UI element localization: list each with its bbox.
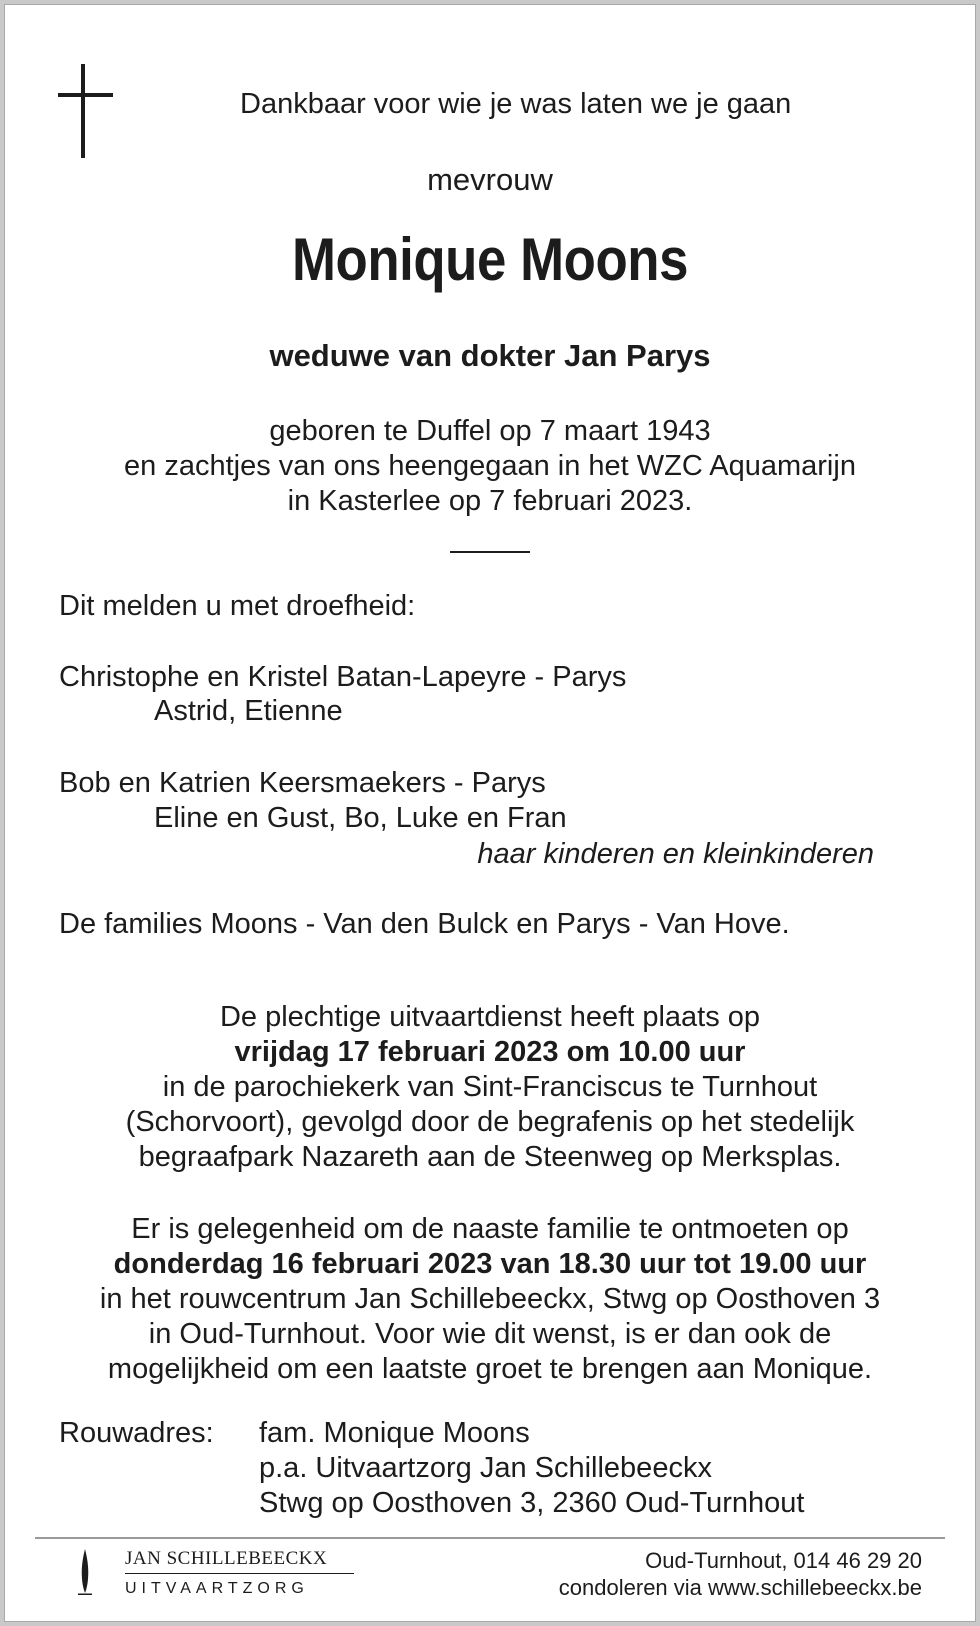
death-place-line: in Kasterlee op 7 februari 2023. [287, 485, 693, 517]
cross-icon-bar [58, 93, 113, 97]
family-group-1-parents: Christophe en Kristel Batan-Lapeyre - Parys [59, 661, 627, 693]
divider [450, 551, 530, 553]
footer-divider [35, 1537, 945, 1539]
meeting-location: in het rouwcentrum Jan Schillebeeckx, Stwg op Oosthoven 3 [99, 1283, 881, 1315]
funeral-cemetery: begraafpark Nazareth aan de Steenweg op Merksplas. [138, 1141, 842, 1173]
address-label: Rouwadres: [59, 1417, 214, 1449]
condolence-website: condoleren via www.schillebeeckx.be [558, 1575, 922, 1600]
funeral-home-phone: Oud-Turnhout, 014 46 29 20 [645, 1548, 922, 1573]
meeting-town: in Oud-Turnhout. Voor wie dit wenst, is er dan ook de [148, 1318, 832, 1350]
logo-divider [125, 1573, 354, 1574]
meeting-date: donderdag 16 februari 2023 van 18.30 uur tot 19.00 uur [113, 1248, 867, 1280]
motto: Dankbaar voor wie je was laten we je gaan [240, 88, 792, 120]
deceased-name: Monique Moons [291, 226, 689, 293]
mourning-address [259, 1416, 804, 1521]
funeral-date: vrijdag 17 februari 2023 om 10.00 uur [234, 1036, 746, 1068]
funeral-location: in de parochiekerk van Sint-Franciscus te Turnhout [162, 1071, 818, 1103]
family-meeting [0, 1212, 980, 1387]
birth-line: geboren te Duffel op 7 maart 1943 [269, 415, 711, 447]
funeral-service [0, 1000, 980, 1175]
family-group-2-parents: Bob en Katrien Keersmaekers - Parys [59, 767, 546, 799]
address-line-3: Stwg op Oosthoven 3, 2360 Oud-Turnhout [259, 1487, 805, 1519]
family-group-1-children: Astrid, Etienne [154, 695, 343, 727]
funeral-intro: De plechtige uitvaartdienst heeft plaats op [219, 1001, 761, 1033]
funeral-burial: (Schorvoort), gevolgd door de begrafenis op het stedelijk [125, 1106, 855, 1138]
meeting-intro: Er is gelegenheid om de naaste familie te ontmoeten op [131, 1213, 849, 1245]
death-line: en zachtjes van ons heengegaan in het WZC Aquamarijn [124, 450, 856, 482]
address-line-1: fam. Monique Moons [259, 1417, 530, 1449]
extended-families: De families Moons - Van den Bulck en Parys - Van Hove. [59, 908, 790, 940]
widow-of: weduwe van dokter Jan Parys [269, 338, 711, 373]
meeting-farewell: mogelijkheid om een laatste groet te brengen aan Monique. [107, 1353, 873, 1385]
family-relation: haar kinderen en kleinkinderen [477, 838, 874, 870]
salutation: mevrouw [427, 162, 553, 197]
family-intro: Dit melden u met droefheid: [59, 590, 416, 622]
family-group-2-children: Eline en Gust, Bo, Luke en Fran [154, 802, 567, 834]
funeral-home-logo-subtitle: UITVAARTZORG [125, 1580, 309, 1597]
birth-death-info [0, 414, 980, 519]
cypress-tree-icon [78, 1549, 92, 1595]
address-line-2: p.a. Uitvaartzorg Jan Schillebeeckx [259, 1452, 712, 1484]
cross-icon [81, 64, 85, 158]
funeral-home-logo-title: JAN SCHILLEBEECKX [125, 1548, 328, 1569]
